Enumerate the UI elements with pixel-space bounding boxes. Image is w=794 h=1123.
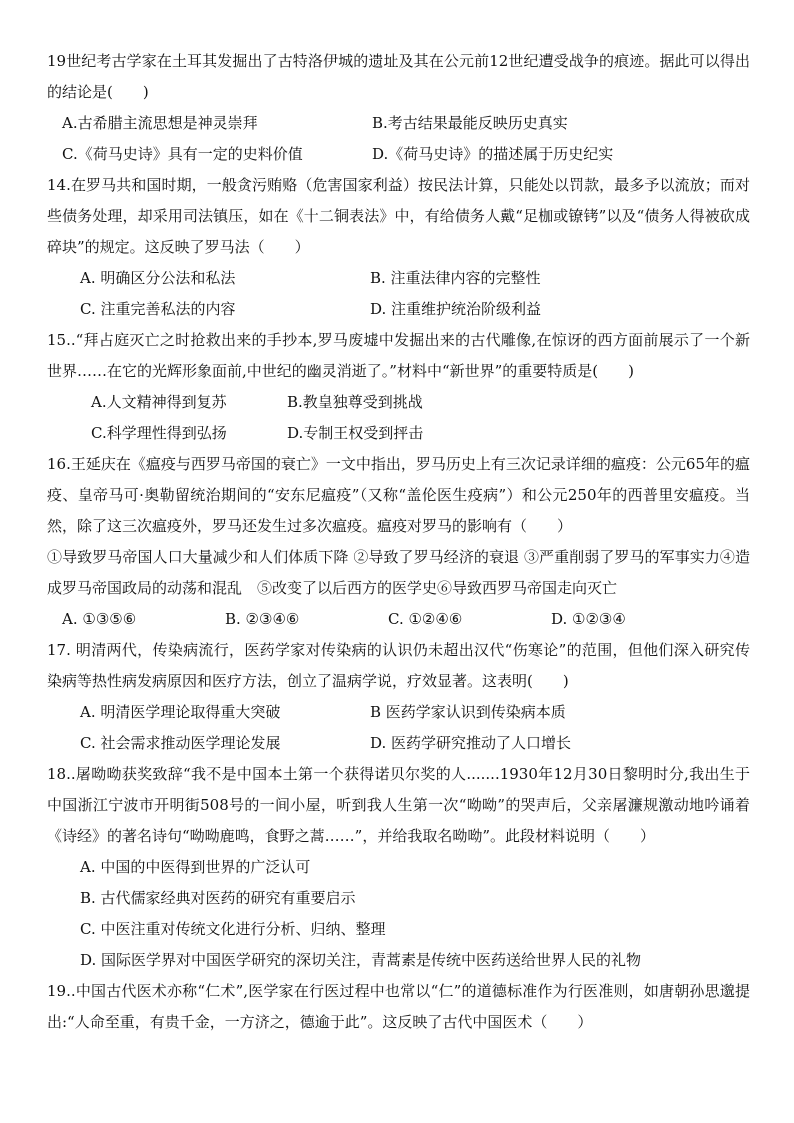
options-row	[47, 294, 750, 325]
question-stem: 18..屠呦呦获奖致辞“我不是中国本土第一个获得诺贝尔奖的人.......1930年12月30日黎明时分,我出生于中国浙江宁波市开明街508号的一间小屋，听到我人生第一次“呦呦”的哭声后，父亲屠濂规激动地吟诵着《诗经》的著名诗句“呦呦鹿鸣，食野之蒿……”，并给我取名呦呦”。此段材料说明（ ）	[47, 765, 750, 845]
option-b[interactable]: B 医药学家认识到传染病本质	[370, 703, 566, 721]
option-c[interactable]: C.《荷马史诗》具有一定的史料价值	[62, 145, 303, 163]
question-stem: 17. 明清两代，传染病流行，医药学家对传染病的认识仍未超出汉代“伤寒论”的范围，但他们深入研究传染病等热性病发病原因和医疗方法，创立了温病学说，疗效显著。这表明( )	[47, 641, 750, 690]
question-stem: 19..中国古代医术亦称“仁术”,医学家在行医过程中也常以“仁”的道德标准作为行医准则，如唐朝孙思邈提出:“人命至重，有贵千金，一方济之，德逾于此”。这反映了古代中国医术（ ）	[47, 982, 750, 1031]
question-stem: 15..“拜占庭灭亡之时抢救出来的手抄本,罗马废墟中发掘出来的古代雕像,在惊讶的西方面前展示了一个新世界……在它的光辉形象面前,中世纪的幽灵消逝了。”材料中“新世界”的重要特质是( )	[47, 331, 750, 380]
options-row	[47, 697, 750, 728]
options-row	[47, 387, 750, 418]
option-c[interactable]: C. 中医注重对传统文化进行分析、归纳、整理	[80, 920, 386, 938]
option-d[interactable]: D. 注重维护统治阶级利益	[370, 300, 542, 318]
question-19	[47, 976, 750, 1038]
question-16	[47, 449, 750, 635]
question-18	[47, 759, 750, 976]
option-a[interactable]: A. 中国的中医得到世界的广泛认可	[80, 858, 311, 876]
option-d[interactable]: D.专制王权受到抨击	[287, 424, 424, 442]
option-c[interactable]: C.科学理性得到弘扬	[91, 424, 227, 442]
option-d[interactable]: D.《荷马史诗》的描述属于历史纪实	[372, 145, 614, 163]
question-stem: 14.在罗马共和国时期，一般贪污贿赂（危害国家利益）按民法计算，只能处以罚款，最多予以流放；而对些债务处理，却采用司法镇压，如在《十二铜表法》中，有给债务人戴“足枷或镣铐”以及“债务人得被砍成碎块”的规定。这反映了罗马法（ ）	[47, 176, 750, 256]
question-statements: ①导致罗马帝国人口大量减少和人们体质下降 ②导致了罗马经济的衰退 ③严重削弱了罗马的军事实力④造成罗马帝国政局的动荡和混乱 ⑤改变了以后西方的医学史⑥导致西罗马帝国走向灭亡	[47, 548, 750, 597]
option-b[interactable]: B. ②③④⑥	[225, 610, 300, 628]
question-stem: 16.王延庆在《瘟疫与西罗马帝国的衰亡》一文中指出，罗马历史上有三次记录详细的瘟疫：公元65年的瘟疫、皇帝马可·奥勒留统治期间的“安东尼瘟疫”（又称“盖伦医生疫病”）和公元250年的西普里安瘟疫。当然，除了这三次瘟疫外，罗马还发生过多次瘟疫。瘟疫对罗马的影响有（ ）	[47, 455, 750, 535]
option-a[interactable]: A. 明确区分公法和私法	[80, 269, 236, 287]
options-row	[47, 108, 750, 139]
options-row	[47, 263, 750, 294]
option-b[interactable]: B.考古结果最能反映历史真实	[372, 114, 568, 132]
options-row	[47, 139, 750, 170]
option-c[interactable]: C. ①②④⑥	[388, 610, 463, 628]
option-d[interactable]: D. 医药学研究推动了人口增长	[370, 734, 572, 752]
options-row	[47, 604, 750, 635]
option-b[interactable]: B. 注重法律内容的完整性	[370, 269, 541, 287]
question-stem: 19世纪考古学家在土耳其发掘出了古特洛伊城的遗址及其在公元前12世纪遭受战争的痕迹。据此可以得出的结论是( )	[47, 52, 750, 101]
option-b[interactable]: B.教皇独尊受到挑战	[287, 393, 423, 411]
option-a[interactable]: A.人文精神得到复苏	[91, 393, 227, 411]
question-17	[47, 635, 750, 759]
option-d[interactable]: D. ①②③④	[551, 610, 626, 628]
option-a[interactable]: A. ①③⑤⑥	[62, 610, 137, 628]
question-14	[47, 170, 750, 325]
option-b[interactable]: B. 古代儒家经典对医药的研究有重要启示	[80, 889, 356, 907]
question-15	[47, 325, 750, 449]
option-a[interactable]: A.古希腊主流思想是神灵崇拜	[62, 114, 258, 132]
option-a[interactable]: A. 明清医学理论取得重大突破	[80, 703, 281, 721]
option-c[interactable]: C. 社会需求推动医学理论发展	[80, 734, 281, 752]
options-row	[47, 728, 750, 759]
question-13	[47, 46, 750, 170]
option-d[interactable]: D. 国际医学界对中国医学研究的深切关注，青蒿素是传统中医药送给世界人民的礼物	[80, 951, 642, 969]
option-c[interactable]: C. 注重完善私法的内容	[80, 300, 236, 318]
options-row	[47, 418, 750, 449]
